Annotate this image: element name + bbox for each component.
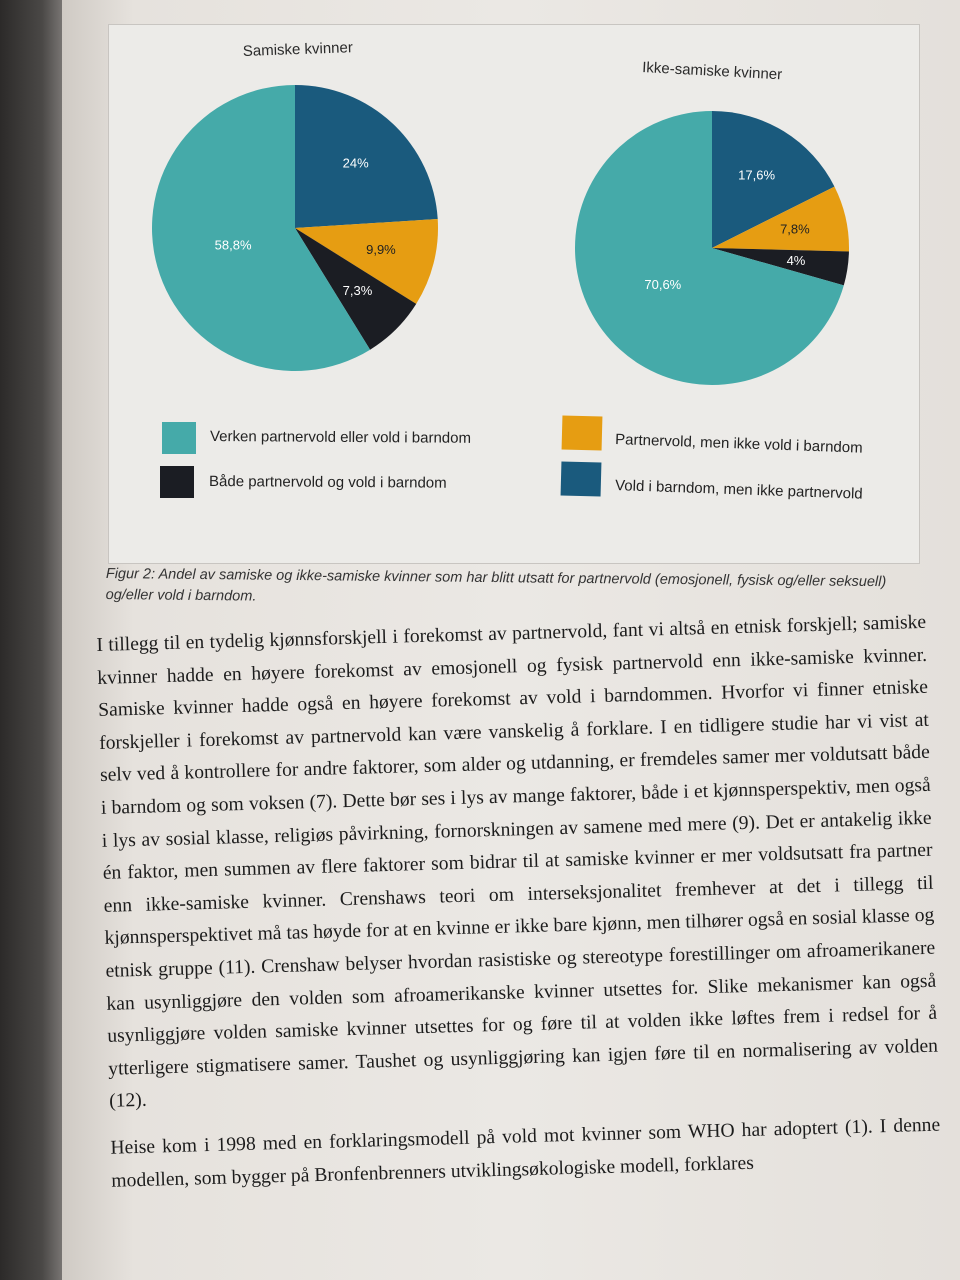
legend-label-verken: Verken partnervold eller vold i barndom — [209, 428, 472, 447]
pie0-label-vold-barndom: 24% — [342, 155, 369, 171]
legend-label-partnervold: Partnervold, men ikke vold i barndom — [614, 431, 863, 457]
pie-chart-ikke-samiske — [575, 111, 849, 385]
pie0-label-baade: 7,3% — [342, 282, 373, 298]
pie1-label-partnervold: 7,8% — [780, 221, 810, 237]
legend-swatch-verken — [162, 422, 196, 454]
legend-label-vold-barndom: Vold i barndom, men ikke partnervold — [614, 477, 863, 503]
paragraph-2: Heise kom i 1998 med en forklaringsmodell på vold mot kvinner som WHO har adoptert (1). I denne modellen, som bygger på Bronfenbrenners utviklingsøkologiske modell, forklares — [110, 1114, 941, 1192]
figure-caption: Figur 2: Andel av samiske og ikke-samiske kvinner som har blitt utsatt for partnervold (emosjonell, fysisk og/eller seksuell) og/eller vold i barndom. — [105, 565, 887, 605]
legend-swatch-partnervold — [562, 415, 603, 450]
pie1-label-baade: 4% — [786, 252, 806, 268]
pie1-label-vold-barndom: 17,6% — [738, 167, 776, 183]
legend-swatch-baade — [160, 466, 194, 498]
chart-title-ikke-samiske: Ikke-samiske kvinner — [641, 59, 783, 84]
legend — [160, 415, 863, 502]
paragraph-1: I tillegg til en tydelig kjønnsforskjell i forekomst av partnervold, fant vi altså en etnisk forskjell; samiske kvinner hadde en høyere forekomst av emosjonell og fysisk partnervold enn ikke-samiske kvinner. Samiske kvinner hadde også en høyere forekomst av vold i barndommen. Hvorfor vi finner etniske forskjeller i forekomst av partnervold kan være vanskelig å forklare. I en tidligere studie har vi vist at selv ved å kontrollere for andre faktorer, som alder og utdanning, er fremdeles samer mer voldutsatt både i barndom og som voksen (7). Dette bør ses i lys av mange faktorer, både i et kjønnsperspektiv, men også i lys av sosial klasse, religiøs påvirkning, fornorskningen av samene med mere (9). Det er antakelig ikke én faktor, men summen av flere faktorer som bidrar til at samiske kvinner er mer voldsutsatt fra partner enn ikke-samiske kvinner. Crenshaws teori om interseksjonalitet fremhever at det i tillegg til kjønnsperspektivet må tas høyde for at en kvinne er ikke bare kjønn, men tilhører også en sosial klasse og etnisk gruppe (11). Crenshaw belyser hvordan rasistiske og stereotype forestillinger om afroamerikanere kan usynliggjøre den volden som afroamerikanske kvinner utsettes for. Slike mekanismer kan også usynliggjøre volden samiske kvinner utsettes for og føre til at volden ikke løftes frem i redsel for å ytterligere stigmatisere samer. Taushet og usynliggjøring kan igjen føre til en normalisering av volden (12). — [96, 611, 939, 1113]
pie0-label-partnervold: 9,9% — [366, 241, 396, 257]
pie-chart-samiske — [152, 85, 438, 371]
legend-swatch-vold-barndom — [561, 461, 602, 496]
legend-label-baade: Både partnervold og vold i barndom — [208, 473, 447, 492]
chart-title-samiske: Samiske kvinner — [242, 39, 354, 60]
body-text — [96, 607, 942, 1212]
pie0-label-verken: 58,8% — [214, 237, 252, 253]
figure-charts — [0, 0, 960, 580]
pie1-label-verken: 70,6% — [644, 277, 682, 293]
